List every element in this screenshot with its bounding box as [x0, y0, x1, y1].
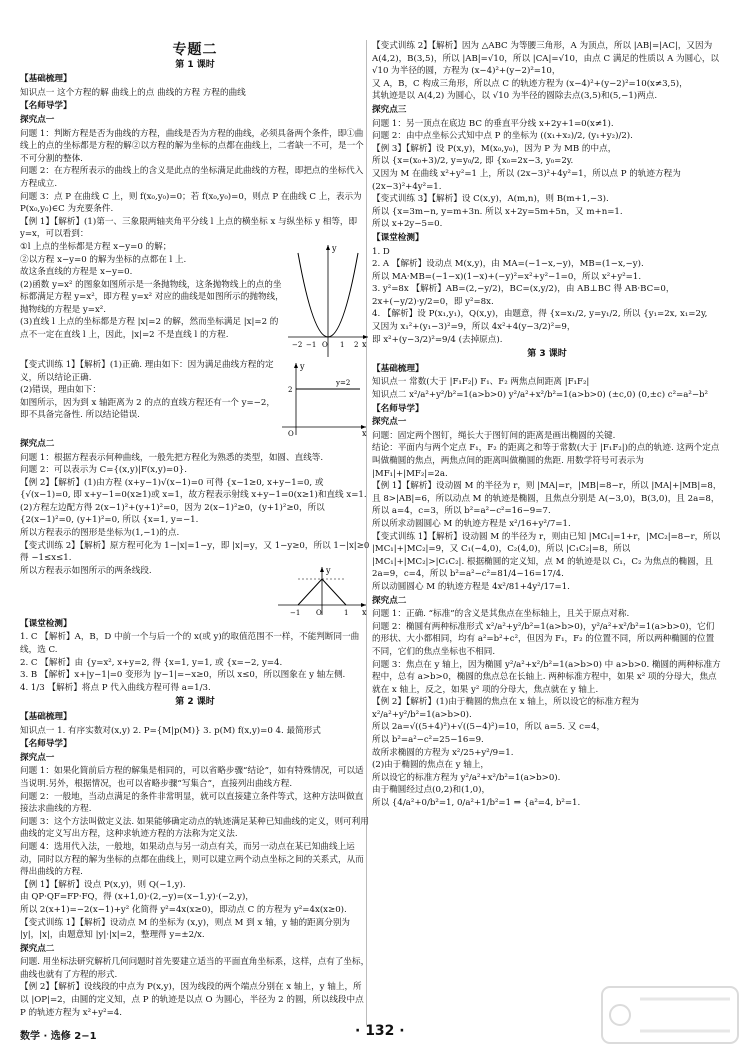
paragraph: 故这条直线的方程是 x−y=0.	[20, 267, 133, 278]
paragraph: (2)方程左边配方得 2(x−1)²+(y+1)²=0，因为 2(x−1)²≥0，(y+1)²≥0，所以 {2(x−1)²=0, (y+1)²=0, 所以 {x=1, y=−1.	[20, 502, 325, 526]
paragraph: ①l 上点的坐标都是方程 x−y=0 的解；	[20, 241, 172, 252]
paragraph: (2)函数 y=x² 的图象如图所示是一条抛物线，这条抛物线上的点的坐标都满足方程 y=x²，即方程 y=x² 对应的曲线是如图所示的抛物线，抛物线的方程是 y=x².	[20, 279, 284, 315]
paragraph: 其轨迹是以 A(4,2) 为圆心，以 √10 为半径的圆除去点(3,5)和(5,−1)两点.	[372, 91, 658, 102]
fig1-xlabel: x	[362, 339, 367, 349]
paragraph: 问题 3：这个方法叫做定义法. 如果能够确定动点的轨迹满足某种已知曲线的定义，则可利用曲线的定义写出方程，这种求轨迹方程的方法称为定义法.	[20, 816, 369, 840]
paragraph: 3. B 【解析】x+|y−1|=0 变形为 |y−1|=−x≥0，所以 x≤0，所以图象在 y 轴左侧.	[20, 670, 346, 681]
fig1-tick: 1	[340, 340, 345, 349]
section-heading: 【基础梳理】	[20, 74, 72, 85]
section-heading: 探究点一	[20, 114, 55, 125]
paragraph: ②以方程 x−y=0 的解为坐标的点都在 l 上.	[20, 254, 187, 265]
paragraph: 问题 1：如果化简前后方程的解集是相同的，可以省略步骤“结论”，如有特殊情况，可以适当说明.另外，根据情况，也可以省略步骤“写集合”，直接列出曲线方程.	[20, 766, 364, 789]
section-heading: 【基础梳理】	[372, 363, 424, 374]
section-heading: 【名师导学】	[20, 101, 72, 112]
right-block-2	[372, 363, 722, 810]
paragraph: 【例 2】【解析】(1)由于椭圆的焦点在 x 轴上，所以设它的标准方程为 x²/a²+y²/b²=1(a>b>0).	[372, 697, 640, 720]
paragraph: 【变式训练 1】【解析】设动点 M 的坐标为 (x,y)，则点 M 到 x 轴，y 轴的距离分别为 |y|，|x|，由题意知 |y|·|x|=2，整理得 y=±2/x.	[20, 917, 351, 941]
paragraph: 所以方程表示的图形是坐标为(1,−1)的点.	[20, 528, 180, 539]
paragraph: 又 A，B，C 构成三角形，所以点 C 的轨迹方程为 (x−4)²+(y−2)²=10(x≠3,5)，	[372, 78, 688, 89]
paragraph: 3. y²=8x 【解析】AB=(2,−y/2)，BC=(x,y/2)，由 AB⊥BC 得 AB·BC=0，	[372, 284, 675, 295]
variation-1-row	[20, 359, 370, 437]
section-heading: 【基础梳理】	[20, 712, 72, 722]
fig2-ylabel: y	[300, 361, 305, 371]
paragraph: 问题 3：点 P 在曲线 C 上，则 f(x₀,y₀)=0；若 f(x₀,y₀)=0，则点 P 在曲线 C 上，表示为 P(x₀,y₀)∈C 为充要条件.	[20, 191, 362, 215]
paragraph: 由于椭圆经过点(0,2)和(1,0)，	[372, 785, 491, 796]
paragraph: 问题 2：一般地，当动点满足的条件非常明显，就可以直接建立条件等式，这种方法叫做直接法求曲线的方程.	[20, 791, 364, 815]
paragraph: 即 x²+(y−3/2)²=9/4 (去掉原点).	[372, 334, 503, 345]
page-number: · 132 ·	[355, 1023, 405, 1039]
fig2-origin: O	[288, 429, 294, 437]
paragraph: 所以所求动圆圆心 M 的轨迹方程是 x²/16+y²/7=1.	[372, 518, 571, 529]
paragraph: 问题 4：选用代入法，一般地，如果动点与另一动点有关，而另一动点在某已知曲线上运动，同时以方程的解为坐标的点都在曲线上，则可以建立两个动点坐标之间的关系式，从而得出曲线的方程.	[20, 841, 364, 878]
paragraph: 知识点一 1. 有序实数对(x,y) 2. P={M|p(M)} 3. p(M) f(x,y)=0 4. 最简形式	[20, 725, 321, 736]
section-heading: 探究点二	[20, 438, 55, 449]
lesson-1-heading: 第 1 课时	[175, 59, 215, 70]
paragraph: 问题：固定两个图钉，绳长大于图钉间的距离是画出椭圆的关键.	[372, 430, 616, 441]
paragraph: 4. 【解析】设 P(x₁,y₁)，Q(x,y)，由题意，得 {x=x₁/2, y=y₁/2, 所以 {y₁=2x, x₁=2y,	[372, 309, 708, 320]
paragraph: 【变式训练 2】【解析】因为 △ABC 为等腰三角形，A 为顶点，所以 |AB|=|AC|，又因为 A(4,2)，B(3,5)，所以 |AB|=√10，所以 |CA|=√10，由点 C 满足的性质以 A 为圆心，以 √10 为半径的圆，方程为 (x−4)²+(y−2)²=10，	[372, 41, 720, 77]
paragraph: 问题 1：正确. “标准”的含义是其焦点在坐标轴上，且关于原点对称.	[372, 609, 630, 620]
paragraph: 【变式训练 2】【解析】原方程可化为 1−|x|=1−y，即 |x|=y，又 1−y≥0，所以 1−|x|≥0 得 −1≤x≤1.	[20, 540, 370, 564]
paragraph: 问题 1：判断方程是否为曲线的方程，曲线是否为方程的曲线，必须具备两个条件，即①曲线上的点的坐标都是方程的解②以方程的解为坐标的点都在曲线上，二者缺一不可，是一个不可分割的整体.	[20, 128, 364, 164]
paragraph: 所以 2a=√((5+4)²)+√((5−4)²)=10，所以 a=5. 又 c=4，	[372, 722, 606, 733]
fig1-tick: 2	[354, 340, 359, 349]
fig1-tick: O	[322, 340, 328, 349]
paragraph: (2)错误，理由如下：	[20, 385, 101, 396]
paragraph: 【例 1】【解析】设动圆 M 的半径为 r，则 |MA|=r，|MB|=8−r，所以 |MA|+|MB|=8，且 8>|AB|=6，所以动点 M 的轨迹是椭圆，且焦点分别是 A(−3,0)，B(3,0)，且 2a=8，所以 a=4，c=3，所以 b²=a²−c²=16−9=7.	[372, 481, 722, 517]
paragraph: 所以 {x=(x₀+3)/2, y=y₀/2, 即 {x₀=2x−3, y₀=2y.	[372, 156, 574, 167]
paragraph: 【例 2】【解析】设线段的中点为 P(x,y)，因为线段的两个端点分别在 x 轴上，y 轴上，所以 |OP|=2，由圆的定义知，点 P 的轨迹是以点 O 为圆心，半径为 2 的圆，所以线段中点 P 的轨迹方程为 x²+y²=4.	[20, 982, 364, 1018]
section-heading: 探究点二	[372, 595, 407, 606]
watermark-logo	[600, 985, 740, 1045]
paragraph: 所以 {x=3m−n, y=m+3n. 所以 x+2y=5m+5n，又 m+n=1.	[372, 206, 623, 217]
variation-2-row	[20, 565, 370, 617]
paragraph: 问题 2：由中点坐标公式知中点 P 的坐标为 ((x₁+x₂)/2, (y₁+y₂)/2).	[372, 131, 633, 142]
lesson-2-heading: 第 2 课时	[175, 697, 215, 708]
right-block-1	[372, 40, 722, 346]
paragraph: (2)由于椭圆的焦点在 y 轴上，	[372, 760, 490, 771]
variation-2-caption: 所以方程表示如图所示的两条线段.	[20, 565, 152, 576]
paragraph: 2x+(−y/2)·y/2=0，即 y²=8x.	[372, 296, 494, 307]
paragraph: 结论：平面内与两个定点 F₁，F₂ 的距离之和等于常数(大于 |F₁F₂|)的点的轨迹. 这两个定点叫做椭圆的焦点，两焦点间的距离叫做椭圆的焦距. 用数学符号可表示为 |MF₁|+|MF₂|=2a.	[372, 443, 720, 479]
paragraph: 所以设它的标准方程为 y²/a²+x²/b²=1(a>b>0).	[372, 772, 561, 783]
paragraph: 所以 {4/a²+0/b²=1, 0/a²+1/b²=1 ⇒ {a²=4, b²=1.	[372, 798, 581, 809]
fig2-line-label: y=2	[336, 378, 351, 387]
paragraph: 所以 MA·MB=(−1−x)(1−x)+(−y)²=x²+y²−1=0，所以 x²+y²=1.	[372, 271, 642, 282]
paragraph: 又因为 M 在曲线 x²+y²=1 上，所以 (2x−3)²+4y²=1，所以点 P 的轨迹方程为 (2x−3)²+4y²=1.	[372, 168, 681, 192]
paragraph: 【例 1】【解析】设点 P(x,y)，则 Q(−1,y).	[20, 879, 186, 890]
section-heading: 探究点一	[20, 752, 55, 763]
fig1-tick: −2	[292, 340, 303, 349]
parabola-figure	[284, 241, 370, 359]
paragraph: 【例 2】【解析】(1)由方程 (x+y−1)√(x−1)=0 可得 {x−1≥0, x+y−1=0, 或 {√(x−1)=0, 即 x+y−1=0(x≥1)或 x=1，故方程表示射线 x+y−1=0(x≥1)和直线 x=1.	[20, 477, 367, 501]
section-heading: 【名师导学】	[372, 403, 424, 414]
fig2-tick: 2	[288, 385, 293, 394]
paragraph: 2. C 【解析】由 {y=x², x+y=2, 得 {x=1, y=1, 或 {x=−2, y=4.	[20, 657, 283, 668]
paragraph: 知识点一 常数(大于 |F₁F₂|) F₁、F₂ 两焦点间距离 |F₁F₂|	[372, 377, 590, 388]
fig3-ylabel: y	[326, 565, 331, 575]
section-heading: 探究点二	[20, 943, 55, 954]
paragraph: 所以 x+2y−5=0.	[372, 219, 443, 230]
left-column	[20, 40, 370, 1019]
left-block-3	[20, 618, 370, 695]
paragraph: 知识点一 这个方程的解 曲线上的点 曲线的方程 方程的曲线	[20, 87, 246, 98]
paragraph: 问题 3：焦点在 y 轴上，因为椭圆 y²/a²+x²/b²=1(a>b>0) 中 a>b>0. 椭圆的两种标准方程中，总有 a>b>0，椭圆的焦点总在长轴上. 两种标准方程中，如果 x² 项的分母大，焦点就在 x 轴上，反之，如果 y² 项的分母大，焦点就在 y 轴上.	[372, 659, 721, 695]
segments-figure	[274, 565, 370, 617]
chapter-title: 专题二	[172, 42, 218, 58]
paragraph: 2. A 【解析】设动点 M(x,y)，由 MA=(−1−x,−y)，MB=(1−x,−y).	[372, 259, 644, 270]
paragraph: 【变式训练 3】【解析】设 C(x,y)，A(m,n)，则 B(m+1,−3).	[372, 194, 609, 205]
fig3-tick: 1	[344, 608, 349, 617]
section-heading: 探究点一	[372, 417, 407, 428]
paragraph: 由 QP·QF=FP·FQ，得 (x+1,0)·(2,−y)=(x−1,y)·(−2,y)，	[20, 892, 254, 903]
paragraph: 4. 1/3 【解析】将点 P 代入曲线方程可得 a=1/3.	[20, 682, 211, 693]
paragraph: 问题 2：在方程所表示的曲线上的含义是此点的坐标满足此曲线的方程，即把点的坐标代入方程成立.	[20, 166, 364, 189]
paragraph: 1. C 【解析】A，B，D 中前一个与后一个的 x(或 y)的取值范围不一样，不能判断同一曲线，选 C.	[20, 632, 360, 656]
paragraph: 故所求椭圆的方程为 x²/25+y²/9=1.	[372, 747, 514, 758]
left-block-1	[20, 73, 370, 241]
paragraph: 如图所示，因为到 x 轴距离为 2 的点的直线方程还有一个 y=−2，即不具备完备性. 所以结论错误.	[20, 397, 275, 421]
fig1-tick: −1	[306, 340, 317, 349]
paragraph: 问题 1：另一顶点在底边 BC 的垂直平分线 x+2y+1=0(x≠1).	[372, 118, 614, 129]
paragraph: 【变式训练 1】【解析】(1)正确. 理由如下：因为满足曲线方程的定义，所以结论正确.	[20, 359, 274, 383]
paragraph: 问题. 用坐标法研究解析几何问题时首先要建立适当的平面直角坐标系，这样，点有了坐标，曲线也就有了方程的形式.	[20, 957, 370, 980]
fig1-ylabel: y	[332, 243, 337, 253]
footer-subject: 数学 · 选修 2−1	[20, 1031, 97, 1042]
paragraph: 所以 2(x+1)=−2(x−1)+y² 化简得 y²=4x(x≥0)，即动点 C 的方程为 y²=4x(x≥0).	[20, 904, 347, 915]
paragraph: 【例 3】【解析】设 P(x,y)，M(x₀,y₀)，因为 P 为 MB 的中点，	[372, 143, 617, 154]
right-column	[372, 40, 722, 810]
paragraph: 所以 b²=a²−c²=25−16=9.	[372, 735, 484, 746]
paragraph: 【变式训练 1】【解析】设动圆 M 的半径为 r，则由已知 |MC₁|=1+r，|MC₂|=8−r，所以 |MC₁|+|MC₂|=9，又 C₁(−4,0)，C₂(4,0)，所以 |C₁C₂|=8，所以 |MC₁|+|MC₂|>|C₁C₂|. 根据椭圆的定义知，点 M 的轨迹是以 C₁，C₂ 为焦点的椭圆，且 2a=9，c=4，所以 b²=a²−c²=81/4−16=17/4.	[372, 531, 721, 580]
left-block-4	[20, 711, 370, 1019]
example-1-row	[20, 241, 370, 359]
fig2-xlabel: x	[362, 428, 367, 437]
left-block-2	[20, 438, 370, 565]
fig3-tick: −1	[290, 608, 301, 617]
paragraph: 1. D	[372, 246, 390, 257]
fig3-xlabel: x	[362, 607, 367, 617]
lesson-3-heading: 第 3 课时	[527, 349, 567, 360]
line-y2-figure	[278, 359, 370, 437]
example-1-text	[20, 241, 284, 359]
fig3-tick: O	[316, 608, 322, 617]
section-heading: 【课堂检测】	[20, 618, 72, 629]
paragraph: 问题 1：根据方程表示何种曲线，一般先把方程化为熟悉的类型，如圆、直线等.	[20, 452, 324, 463]
paragraph: 问题 2：椭圆有两种标准形式 x²/a²+y²/b²=1(a>b>0)，y²/a²+x²/b²=1(a>b>0)，它们的形状、大小都相同，均有 a²=b²+c²，但因为 F₁，F₂ 的位置不同，所以两种椭圆的位置不同，它们的焦点坐标也不相同.	[372, 621, 715, 657]
paragraph: 所以动圆圆心 M 的轨迹方程是 4x²/81+4y²/17=1.	[372, 581, 570, 592]
paragraph: 问题 2：可以表示为 C={(x,y)|F(x,y)=0}.	[20, 465, 187, 476]
paragraph: 知识点二 x²/a²+y²/b²=1(a>b>0) y²/a²+x²/b²=1(a>b>0) (±c,0) (0,±c) c²=a²−b²	[372, 390, 708, 401]
section-heading: 【课堂检测】	[372, 232, 424, 243]
paragraph: 【例 1】【解析】(1)第一、三象限两轴夹角平分线 l 上点的横坐标 x 与纵坐标 y 相等，即 y=x，可以看到：	[20, 216, 358, 240]
section-heading: 探究点三	[372, 104, 407, 115]
section-heading: 【名师导学】	[20, 739, 72, 750]
paragraph: 又因为 x₁²+(y₁−3)²=9，所以 4x²+4(y−3/2)²=9，	[372, 322, 576, 333]
paragraph: (3)直线 l 上点的坐标都是方程 |x|=2 的解，然而坐标满足 |x|=2 的点不一定在直线 l 上，因此，|x|=2 不是直线 l 的方程.	[20, 317, 279, 341]
variation-1-text	[20, 359, 278, 437]
